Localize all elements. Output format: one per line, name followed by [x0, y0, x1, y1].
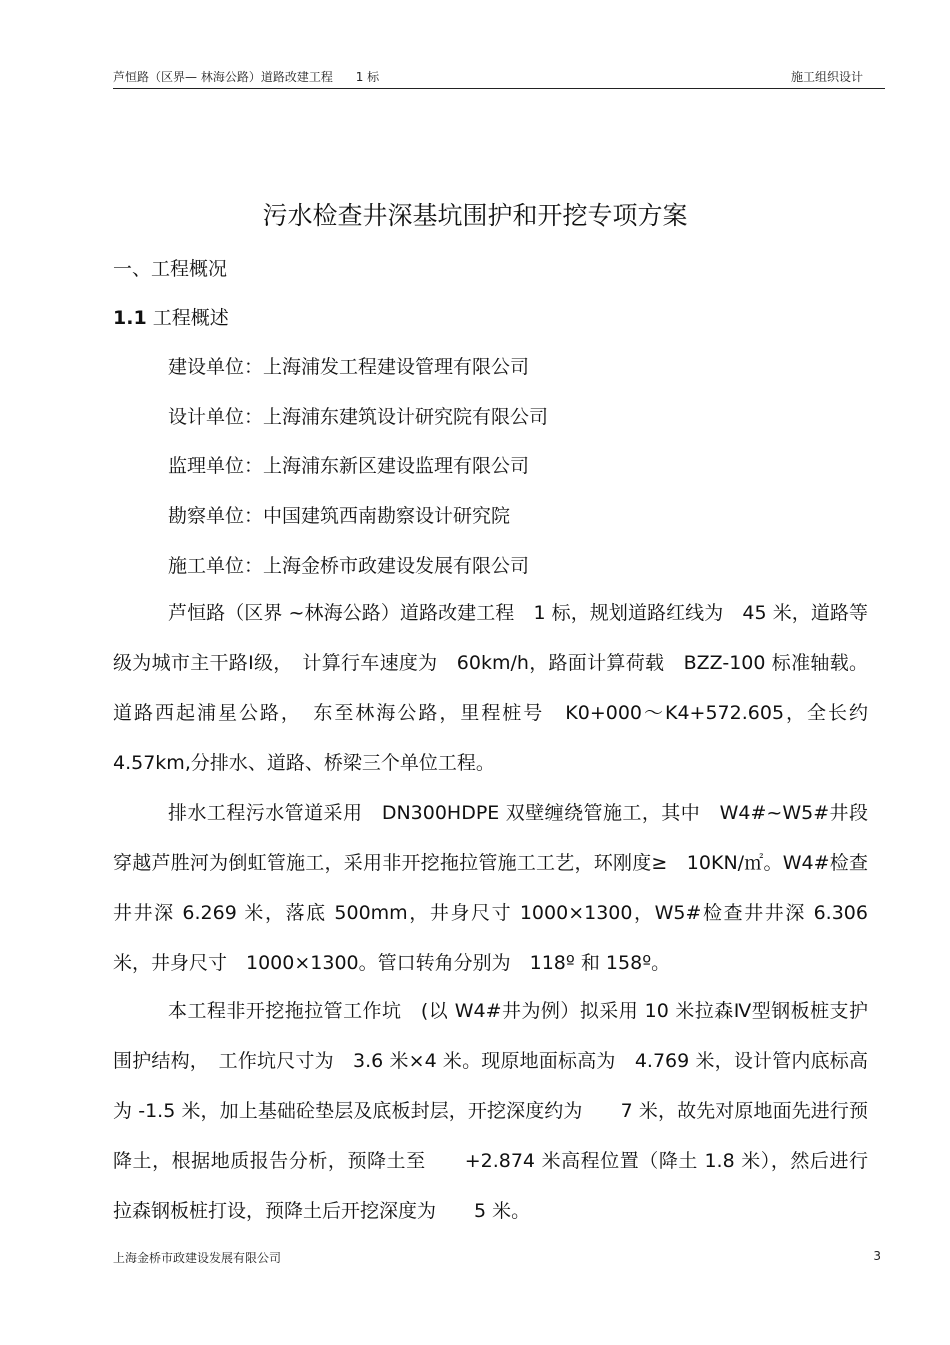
- header-doc-type: 施工组织设计: [790, 70, 863, 84]
- unit-surveyor: 勘察单位：中国建筑西南勘察设计研究院: [168, 505, 511, 527]
- unit-contractor: 施工单位：上海金桥市政建设发展有限公司: [168, 555, 530, 577]
- document-title: 污水检查井深基坑围护和开挖专项方案: [262, 201, 688, 230]
- section-number: 1.1: [113, 307, 147, 329]
- section-heading-1: 一、工程概况: [113, 258, 228, 280]
- page-footer: [113, 1249, 885, 1266]
- paragraph-project-overview: 芦恒路（区界 ~林海公路）道路改建工程 1 标，规划道路红线为 45 米，道路等级为城市主干路Ⅰ级， 计算行车速度为 60km/h，路面计算荷载 BZZ-100 标准轴载。道路西起浦星公路， 东至林海公路，里程桩号 K0+000～K4+572.605，全长约 4.57km,分排水、道路、桥梁三个单位工程。: [113, 602, 868, 774]
- paragraph-pit-support: 本工程非开挖拖拉管工作坑 (以 W4#井为例）拟采用 10 米拉森Ⅳ型钢板桩支护围护结构， 工作坑尺寸为 3.6 米×4 米。现原地面标高为 4.769 米，设计管内底标高为 -1.5 米，加上基础砼垫层及底板封层，开挖深度约为 7 米，故先对原地面先进行预降土，根据地质报告分析，预降土至 +2.874 米高程位置（降土 1.8 米），然后进行拉森钢板桩打设，预降土后开挖深度为 5 米。: [113, 1000, 868, 1222]
- section-title: 工程概述: [146, 307, 229, 329]
- footer-company: 上海金桥市政建设发展有限公司: [113, 1251, 282, 1265]
- unit-designer: 设计单位：上海浦东建筑设计研究院有限公司: [168, 406, 549, 428]
- page-header: [113, 66, 885, 89]
- unit-construction-owner: 建设单位：上海浦发工程建设管理有限公司: [168, 356, 530, 378]
- paragraph-drainage: 排水工程污水管道采用 DN300HDPE 双壁缠绕管施工，其中 W4#~W5#井段穿越芦胜河为倒虹管施工，采用非开挖拖拉管施工工艺，环刚度≥ 10KN/㎡。W4#检查井井深 6.269 米，落底 500mm，井身尺寸 1000×1300，W5#检查井井深 6.306 米，井身尺寸 1000×1300。管口转角分别为 118º 和 158º。: [113, 802, 868, 974]
- unit-supervisor: 监理单位：上海浦东新区建设监理有限公司: [168, 455, 530, 477]
- page-number: 3: [873, 1249, 881, 1263]
- section-heading-1-1: [113, 303, 229, 330]
- header-project-name: 芦恒路（区界— 林海公路）道路改建工程 1 标: [113, 70, 380, 84]
